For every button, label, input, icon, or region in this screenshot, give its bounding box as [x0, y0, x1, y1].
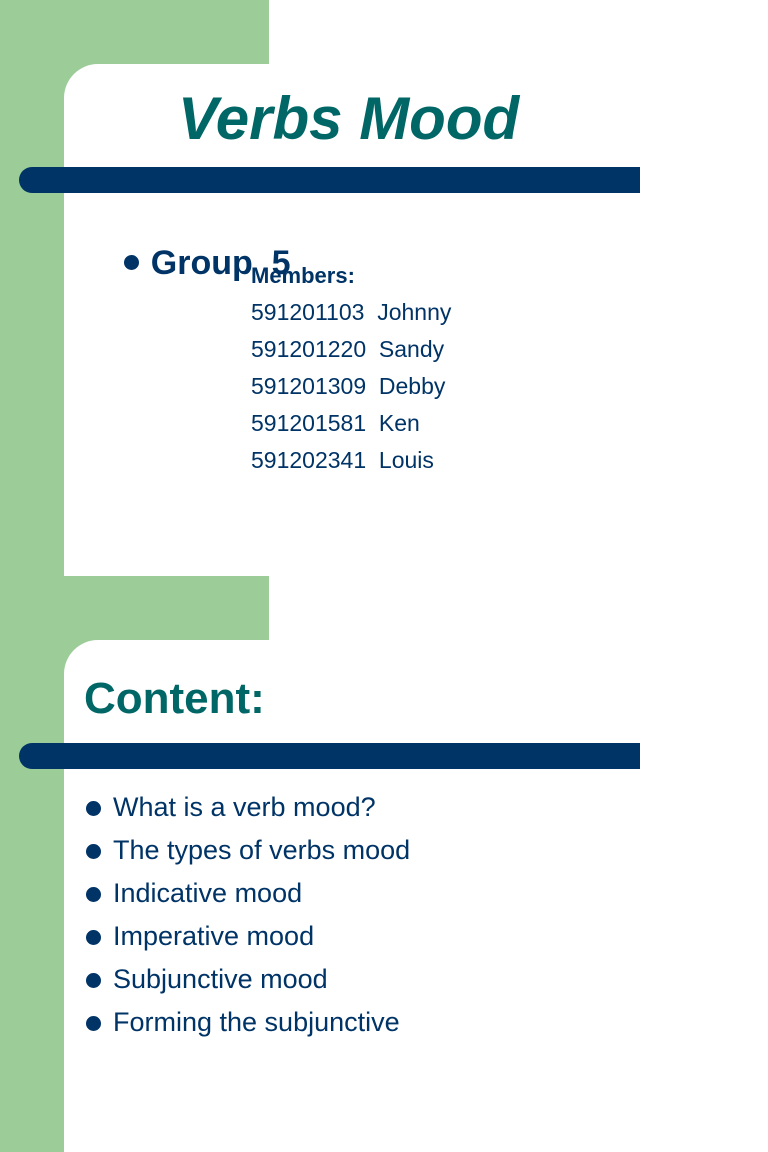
content-divider-bar [19, 743, 640, 769]
list-item-label: What is a verb mood? [113, 792, 376, 822]
group-label: Group 5 [150, 244, 291, 282]
members-block [251, 258, 451, 479]
list-item [86, 1001, 410, 1044]
list-item [86, 872, 410, 915]
bullet-icon [124, 255, 139, 270]
slide-content [0, 576, 768, 1152]
bullet-icon [86, 801, 101, 816]
member-row: 591201220 Sandy [251, 336, 445, 362]
members-label: Members: [251, 263, 355, 288]
member-row: 591201309 Debby [251, 373, 446, 399]
list-item [86, 829, 410, 872]
bullet-icon [86, 887, 101, 902]
list-item-label: The types of verbs mood [113, 835, 411, 865]
content-heading: Content: [84, 674, 265, 723]
slide-title-heading: Verbs Mood [178, 85, 520, 152]
member-row: 591201581 Ken [251, 410, 420, 436]
bullet-icon [86, 973, 101, 988]
bullet-icon [86, 844, 101, 859]
list-item-label: Imperative mood [113, 921, 315, 951]
member-row: 591202341 Louis [251, 447, 434, 473]
member-row: 591201103 Johnny [251, 299, 452, 325]
bullet-icon [86, 930, 101, 945]
list-item [86, 958, 410, 1001]
content-list [86, 786, 410, 1044]
list-item-label: Indicative mood [113, 878, 303, 908]
list-item-label: Forming the subjunctive [113, 1007, 400, 1037]
list-item [86, 786, 410, 829]
list-item-label: Subjunctive mood [113, 964, 328, 994]
title-divider-bar [19, 167, 640, 193]
list-item [86, 915, 410, 958]
